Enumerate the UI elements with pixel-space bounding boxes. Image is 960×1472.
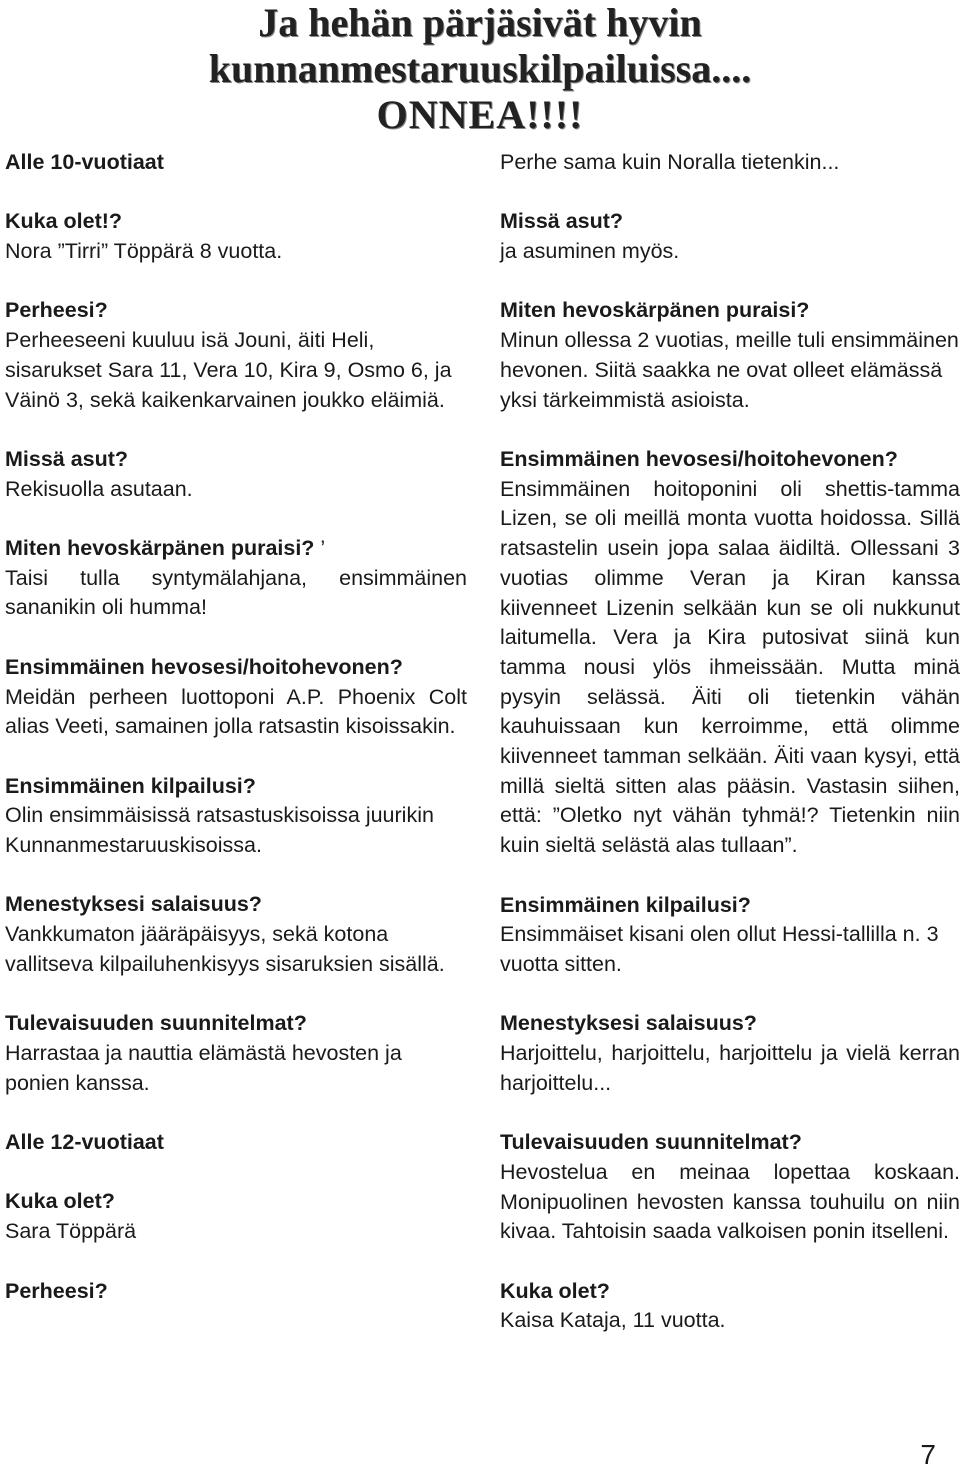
question: Perheesi? [5,298,108,323]
page-number: 7 [920,1439,936,1470]
question: Perheesi? [5,1278,108,1303]
answer: Ensimmäiset kisani olen ollut Hessi-tallilla n. 3 vuotta sitten. [500,922,939,976]
title-line-3: ONNEA!!!! [376,92,584,137]
question: Miten hevoskärpänen puraisi? [500,298,810,323]
interview-block [5,653,467,742]
interview-block [500,445,960,861]
answer: Hevostelua en meinaa lopettaa koskaan. Monipuolinen hevosten kanssa touhuilu on niin kivaa. Tahtoisin saada valkoisen ponin itselleni. [500,1159,960,1244]
question: Missä asut? [500,209,624,234]
section-heading-under-12: Alle 12-vuotiaat [5,1130,164,1155]
answer: Nora ”Tirri” Töppärä 8 vuotta. [5,239,283,264]
question: Kuka olet? [500,1278,610,1303]
question: Menestyksesi salaisuus? [5,892,262,917]
answer: Sara Töppärä [5,1219,137,1244]
answer: Olin ensimmäisissä ratsastuskisoissa juurikin Kunnanmestaruuskisoissa. [5,803,434,858]
question: Miten hevoskärpänen puraisi? ’ [5,536,326,561]
answer: Taisi tulla syntymälahjana, ensimmäinen sananikin oli humma! [5,565,467,620]
question: Ensimmäinen kilpailusi? [500,892,751,917]
stray-mark: ’ [314,536,326,561]
answer: Harjoittelu, harjoittelu, harjoittelu ja vielä kerran harjoittelu... [500,1041,960,1095]
right-column [500,148,960,1366]
answer: Rekisuolla asutaan. [5,476,193,501]
answer: Harrastaa ja nauttia elämästä hevosten ja ponien kanssa. [5,1040,402,1095]
answer: Vankkumaton jääräpäisyys, sekä kotona vallitseva kilpailuhenkisyys sisaruksien sisällä. [5,922,445,976]
question: Missä asut? [5,446,129,471]
answer: ja asuminen myös. [500,239,680,264]
question: Kuka olet? [5,1189,115,1214]
interview-block [5,296,467,415]
answer: Minun ollessa 2 vuotias, meille tuli ensimmäinen hevonen. Siitä saakka ne ovat olleet elämässä yksi tärkeimmistä asioista. [500,328,959,412]
answer: Ensimmäinen hoitoponini oli shettis-tamma Lizen, se oli meillä monta vuotta hoidossa. Sillä ratsastelin usein jopa salaa äidiltä. Ollessani 3 vuotias olimme Veran ja Kiran kanssa kiivenneet Lizenin selkään kun se oli nukkunut laitumella. Vera ja Kira putosivat siinä kun tamma nousi ylös ihmeissään. Mutta minä pysyin selässä. Äiti oli tietenkin vähän kauhuissaan kun kerroimme, että olimme kiivenneet tamman selkään. Äiti vaan kysyi, että millä sieltä sitten alas pääsin. Vastasin siihen, että: ”Oletko nyt vähän tyhmä!? Tietenkin niin kuin sieltä selästä alas tullaan”. [500,476,960,858]
question: Tulevaisuuden suunnitelmat? [5,1011,307,1036]
question: Ensimmäinen hevosesi/hoitohevonen? [5,654,403,679]
interview-block [5,772,467,861]
interview-block [5,1009,467,1098]
answer: Perheeseeni kuuluu isä Jouni, äiti Heli, sisarukset Sara 11, Vera 10, Kira 9, Osmo 6, ja Väinö 3, sekä kaikenkarvainen joukko eläimiä. [5,328,452,412]
question: Tulevaisuuden suunnitelmat? [500,1130,802,1155]
interview-block [5,445,467,504]
interview-block [500,1277,960,1336]
interview-block [500,207,960,266]
interview-block [5,534,467,623]
interview-block [500,296,960,415]
question: Ensimmäinen hevosesi/hoitohevonen? [500,446,898,471]
intro-line: Perhe sama kuin Noralla tietenkin... [500,150,840,174]
title-line-1: Ja hehän pärjäsivät hyvin [258,0,702,45]
interview-block [5,1277,467,1307]
interview-block [500,1009,960,1098]
question: Ensimmäinen kilpailusi? [5,773,256,798]
interview-block [500,1128,960,1247]
left-column [5,148,467,1336]
interview-block [5,890,467,979]
answer: Meidän perheen luottoponi A.P. Phoenix Colt alias Veeti, samainen jolla ratsastin kisoissakin. [5,684,467,739]
section-heading-under-10: Alle 10-vuotiaat [5,150,164,174]
page-title [150,0,810,138]
title-line-2: kunnanmestaruuskilpailuissa.... [208,46,752,91]
question: Menestyksesi salaisuus? [500,1011,757,1036]
interview-block [5,207,467,266]
question: Kuka olet!? [5,209,123,234]
interview-block [500,891,960,980]
interview-block [5,1187,467,1246]
answer: Kaisa Kataja, 11 vuotta. [500,1308,726,1333]
